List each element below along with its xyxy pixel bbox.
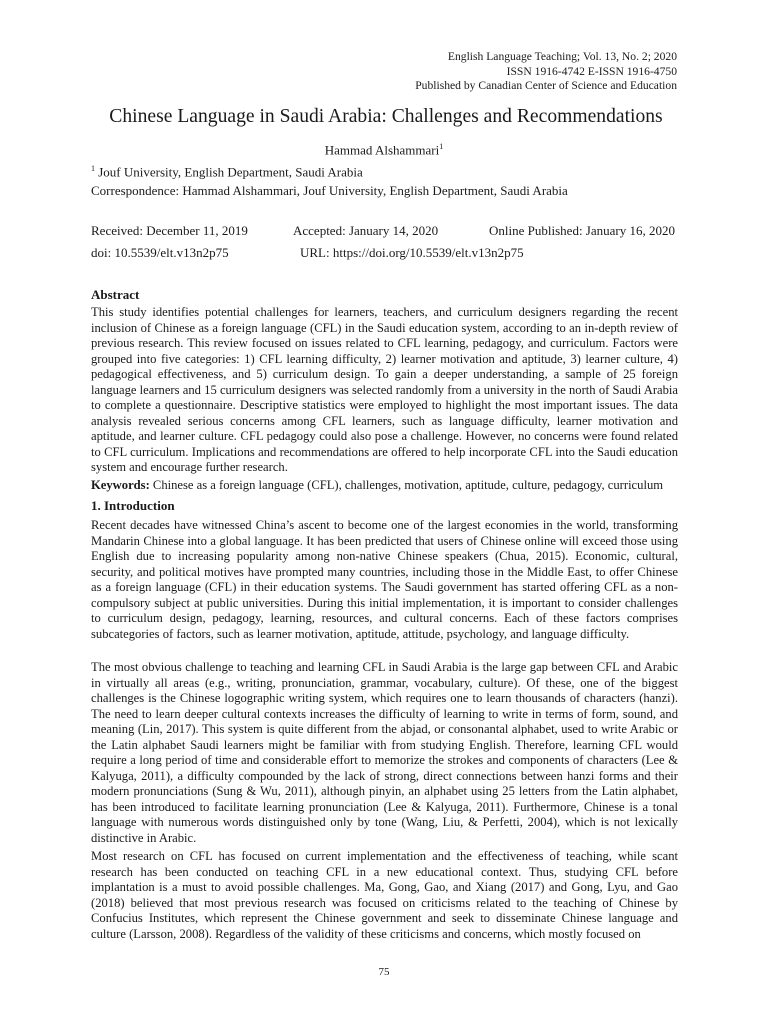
article-url: URL: https://doi.org/10.5539/elt.v13n2p75 bbox=[300, 245, 524, 260]
journal-publisher: Published by Canadian Center of Science and Education bbox=[415, 79, 677, 93]
abstract-heading: Abstract bbox=[91, 287, 140, 302]
author-superscript: 1 bbox=[439, 142, 444, 151]
abstract-text: This study identifies potential challenges for learners, teachers, and curriculum designers regarding the recent inclusion of Chinese as a foreign language (CFL) in the Saudi education system, according to an in-depth review of previous research. This review focused on issues related to CFL learning, pedagogy, and curriculum. Factors were grouped into five categories: 1) CFL learning difficulty, 2) learner motivation and aptitude, 3) learner culture, 4) pedagogical effectiveness, and 5) curriculum design. To gain a deeper understanding, a sample of 25 foreign language learners and 15 curriculum designers was selected randomly from a university in the north of Saudi Arabia to complete a questionnaire. Descriptive statistics were employed to highlight the most important issues. The data analysis revealed serious concerns among CFL learners, such as language difficulty, learner motivation and aptitude, and learner culture. CFL pedagogy could also pose a challenge. However, no concerns were found related to CFL curriculum. Implications and recommendations are offered to help incorporate CFL into the Saudi education system and encourage further research. bbox=[91, 305, 678, 475]
affiliation-superscript: 1 bbox=[91, 164, 95, 173]
keywords-text: Chinese as a foreign language (CFL), challenges, motivation, aptitude, culture, pedagogy, curriculum bbox=[149, 478, 664, 492]
author-line bbox=[0, 142, 768, 158]
introduction-heading: 1. Introduction bbox=[91, 498, 175, 513]
correspondence: Correspondence: Hammad Alshammari, Jouf University, English Department, Saudi Arabia bbox=[91, 183, 568, 198]
journal-citation: English Language Teaching; Vol. 13, No. 2; 2020 bbox=[447, 50, 677, 63]
accepted-date: Accepted: January 14, 2020 bbox=[293, 223, 439, 238]
intro-paragraph-1: Recent decades have witnessed China’s ascent to become one of the largest economies in the world, transforming Mandarin Chinese into a global language. It has been predicted that users of Chinese online will exceed those using English due to increasing popularity among non-native Chinese speakers (Chua, 2015). Economic, cultural, security, and political motives have prompted many countries, including those in the Middle East, to offer Chinese as a foreign language (CFL) in their education systems. The Saudi government has started offering CFL as a non-compulsory subject at public universities. During this initial implementation, it is important to consider challenges to curriculum design, pedagogy, learning, resources, and cultural concerns. Each of these factors comprises subcategories of factors, such as learner motivation, aptitude, attitude, psychology, and language difficulty. bbox=[91, 518, 678, 641]
journal-header bbox=[415, 50, 677, 94]
affiliation: Jouf University, English Department, Saudi Arabia bbox=[95, 164, 363, 180]
page-number: 75 bbox=[378, 966, 390, 978]
affiliation-line bbox=[91, 164, 363, 180]
keywords-line bbox=[91, 478, 678, 494]
keywords-label: Keywords: bbox=[91, 478, 150, 492]
intro-paragraph-2: The most obvious challenge to teaching and learning CFL in Saudi Arabia is the large gap between CFL and Arabic in virtually all areas (e.g., writing, pronunciation, grammar, vocabulary, culture). Of these, one of the biggest challenges is the Chinese logographic writing system, which requires one to learn thousands of characters (hanzi). The need to learn deeper cultural contexts increases the difficulty of learning to write in terms of form, sound, and meaning (Lin, 2017). This system is quite different from the abjad, or consonantal alphabet, used to write Arabic or the Latin alphabet Saudi learners might be familiar with from studying English. Therefore, learning CFL would require a long period of time and considerable effort to memorize the strokes and components of characters (Lee & Kalyuga, 2011), a difficulty compounded by the lack of strong, direct connections between hanzi forms and their modern pronunciations (Sung & Wu, 2011), although pinyin, an alphabet using 25 letters from the Latin alphabet, has been introduced to facilitate learning pronunciation (Lee & Kalyuga, 2011). Furthermore, Chinese is a tonal language with numerous words distinguished only by tone (Wang, Liu, & Perfetti, 2004), which is not lexically distinctive in Arabic. bbox=[91, 660, 678, 846]
journal-issn: ISSN 1916-4742 E-ISSN 1916-4750 bbox=[506, 64, 677, 78]
intro-paragraph-3: Most research on CFL has focused on current implementation and the effectiveness of teaching, while scant research has been conducted on teaching CFL in a new educational context. Thus, studying CFL before implantation is a must to avoid possible challenges. Ma, Gong, Gao, and Xiang (2017) and Gong, Lyu, and Gao (2018) believed that most previous research was focused on criticisms related to the teaching of Chinese by Confucius Institutes, which represent the Chinese government and seek to disseminate Chinese language and culture (Larsson, 2008). Regardless of the validity of these criticisms and concerns, which mostly focused on bbox=[91, 849, 678, 941]
received-date: Received: December 11, 2019 bbox=[91, 223, 248, 238]
author-name: Hammad Alshammari bbox=[324, 142, 440, 158]
article-title: Chinese Language in Saudi Arabia: Challenges and Recommendations bbox=[109, 106, 663, 127]
published-date: Online Published: January 16, 2020 bbox=[489, 223, 675, 238]
doi: doi: 10.5539/elt.v13n2p75 bbox=[91, 245, 229, 260]
